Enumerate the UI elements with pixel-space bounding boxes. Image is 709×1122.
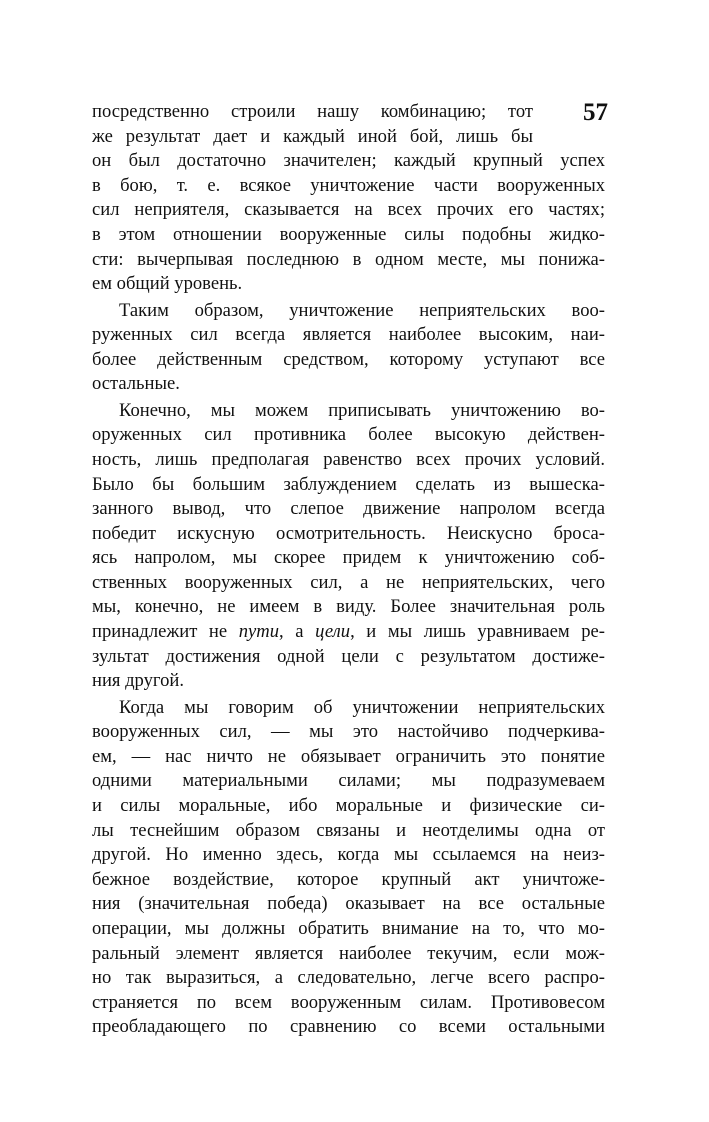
paragraph [92, 399, 605, 694]
text-line: преобладающего по сравнению со всеми остальными [92, 1016, 605, 1038]
text-line: лы теснейшим образом связаны и неотделимы одна от [92, 819, 605, 841]
text-line: занного вывод, что слепое движение напролом всегда [92, 498, 605, 520]
text-line: и силы моральные, ибо моральные и физические си- [92, 795, 605, 817]
text-line: ем общий уровень. [92, 273, 243, 295]
text-line: ем, — нас ничто не обязывает ограничить это понятие [92, 745, 605, 767]
paragraph [92, 696, 605, 1040]
text-line: посредственно строили нашу комбинацию; тот [92, 101, 533, 122]
text-line: сил неприятеля, сказывается на всех прочих его частях; [92, 199, 605, 221]
text-line: остальные. [92, 373, 180, 395]
text-line: сти: вычерпывая последнюю в одном месте, мы понижа- [92, 248, 605, 270]
text-line: ственных вооруженных сил, а не неприятельских, чего [92, 571, 605, 593]
text-line: но так выразиться, а следовательно, легче всего распро- [92, 967, 605, 989]
text-line-with-italics: принадлежит не пути, а цели, и мы лишь уравниваем ре- [92, 621, 605, 643]
text-line: он был достаточно значителен; каждый крупный успех [92, 150, 605, 172]
text-line: страняется по всем вооруженным силам. Противовесом [92, 991, 605, 1013]
text-line: зультат достижения одной цели с результатом достиже- [92, 645, 605, 667]
italic-term: пути [238, 621, 279, 643]
text-line: Таким образом, уничтожение неприятельских воо- [119, 299, 605, 321]
text-line: ность, лишь предполагая равенство всех прочих условий. [92, 448, 605, 470]
italic-term: цели [315, 621, 351, 643]
text-line: ния (значительная победа) оказывает на все остальные [92, 893, 605, 915]
paragraph [92, 100, 605, 297]
text-line: мы, конечно, не имеем в виду. Более значительная роль [92, 596, 605, 618]
text-line: Было бы большим заблуждением сделать из вышеска- [92, 473, 605, 495]
text-line: в этом отношении вооруженные силы подобны жидко- [92, 223, 605, 245]
text-line: операции, мы должны обратить внимание на то, что мо- [92, 917, 605, 939]
text-line: в бою, т. е. всякое уничтожение части вооруженных [92, 174, 605, 196]
text-line: вооруженных сил, — мы это настойчиво подчеркива- [92, 721, 605, 743]
text-line: ясь напролом, мы скорее придем к уничтожению соб- [92, 547, 605, 569]
page-number: 57 [583, 99, 608, 126]
text-line: другой. Но именно здесь, когда мы ссылаемся на неиз- [92, 844, 605, 866]
text-line: руженных сил всегда является наиболее высоким, наи- [92, 324, 605, 346]
text-line: ральный элемент является наиболее текучим, если мож- [92, 942, 605, 964]
text-line: бежное воздействие, которое крупный акт уничтоже- [92, 868, 605, 890]
text-line: оруженных сил противника более высокую действен- [92, 424, 605, 446]
text-line: одними материальными силами; мы подразумеваем [92, 770, 605, 792]
text-line: победит искусную осмотрительность. Неискусно броса- [92, 522, 605, 544]
text-line: Когда мы говорим об уничтожении неприятельских [119, 696, 605, 718]
body-text [92, 100, 605, 1040]
text-line: же результат дает и каждый иной бой, лишь бы [92, 125, 533, 147]
paragraph [92, 299, 605, 397]
text-line: более действенным средством, которому уступают все [92, 348, 605, 370]
text-line: ния другой. [92, 670, 184, 692]
text-line: Конечно, мы можем приписывать уничтожению во- [119, 399, 605, 421]
